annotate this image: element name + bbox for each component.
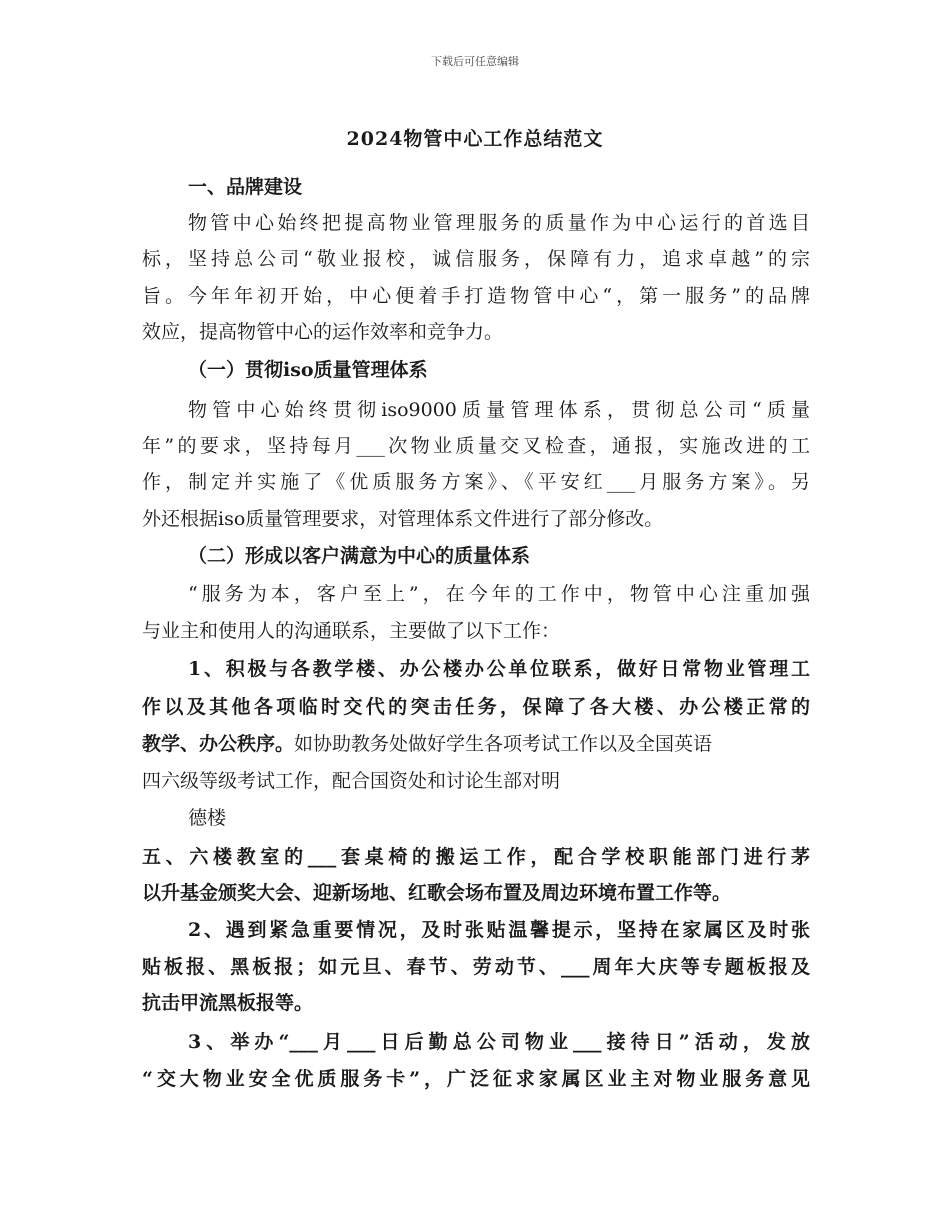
paragraph-line: “交大物业安全优质服务卡”，广泛征求家属区业主对物业服务意见	[142, 1068, 810, 1090]
subsection-heading: （二）形成以客户满意为中心的质量体系	[188, 545, 531, 567]
paragraph-line: 年”的要求，坚持每月___次物业质量交叉检查，通报，实施改进的工	[142, 435, 810, 457]
regular-span: 如协助教务处做好学生各项考试工作以及全国英语	[294, 733, 713, 755]
header-note: 下载后可任意编辑	[431, 55, 519, 68]
paragraph-line: 贴板报、黑板报；如元旦、春节、劳动节、___周年大庆等专题板报及	[142, 956, 810, 978]
paragraph-line: 标，坚持总公司“敬业报校，诚信服务，保障有力，追求卓越”的宗	[142, 248, 810, 270]
paragraph-line: 德楼	[188, 807, 227, 829]
subsection-heading: （一）贯彻iso质量管理体系	[188, 359, 428, 381]
paragraph-line: 五、六楼教室的___套桌椅的搬运工作，配合学校职能部门进行茅	[142, 846, 810, 868]
paragraph-line: 2、遇到紧急重要情况，及时张贴温馨提示，坚持在家属区及时张	[188, 919, 810, 941]
paragraph-line: 3、举办“___月___日后勤总公司物业___接待日”活动，发放	[188, 1031, 810, 1053]
paragraph-line: “服务为本，客户至上”，在今年的工作中，物管中心注重加强	[188, 583, 810, 605]
paragraph-line: 物管中心始终贯彻iso9000质量管理体系，贯彻总公司“质量	[188, 399, 810, 421]
paragraph-line: 物管中心始终把提高物业管理服务的质量作为中心运行的首选目	[188, 212, 810, 234]
paragraph-line: 作以及其他各项临时交代的突击任务，保障了各大楼、办公楼正常的	[142, 696, 810, 718]
document-title: 2024物管中心工作总结范文	[346, 128, 604, 150]
paragraph-line: 与业主和使用人的沟通联系，主要做了以下工作：	[142, 620, 561, 642]
paragraph-line: 旨。今年年初开始，中心便着手打造物管中心“，第一服务”的品牌	[142, 285, 810, 307]
bold-span: 教学、办公秩序。	[142, 733, 295, 755]
paragraph-line: 1、积极与各教学楼、办公楼办公单位联系，做好日常物业管理工	[188, 658, 810, 680]
paragraph-line: 作，制定并实施了《优质服务方案》、《平安红___月服务方案》。另	[142, 471, 810, 493]
section-heading: 一、品牌建设	[188, 176, 303, 198]
paragraph-line: 外还根据iso质量管理要求，对管理体系文件进行了部分修改。	[142, 508, 664, 530]
paragraph-line-mixed	[142, 731, 810, 757]
paragraph-line: 效应，提高物管中心的运作效率和竞争力。	[142, 321, 504, 343]
paragraph-line: 四六级等级考试工作，配合国资处和讨论生部对明	[142, 770, 561, 792]
paragraph-line: 以升基金颁奖大会、迎新场地、红歌会场布置及周边环境布置工作等。	[142, 882, 732, 904]
paragraph-line: 抗击甲流黑板报等。	[142, 992, 314, 1014]
